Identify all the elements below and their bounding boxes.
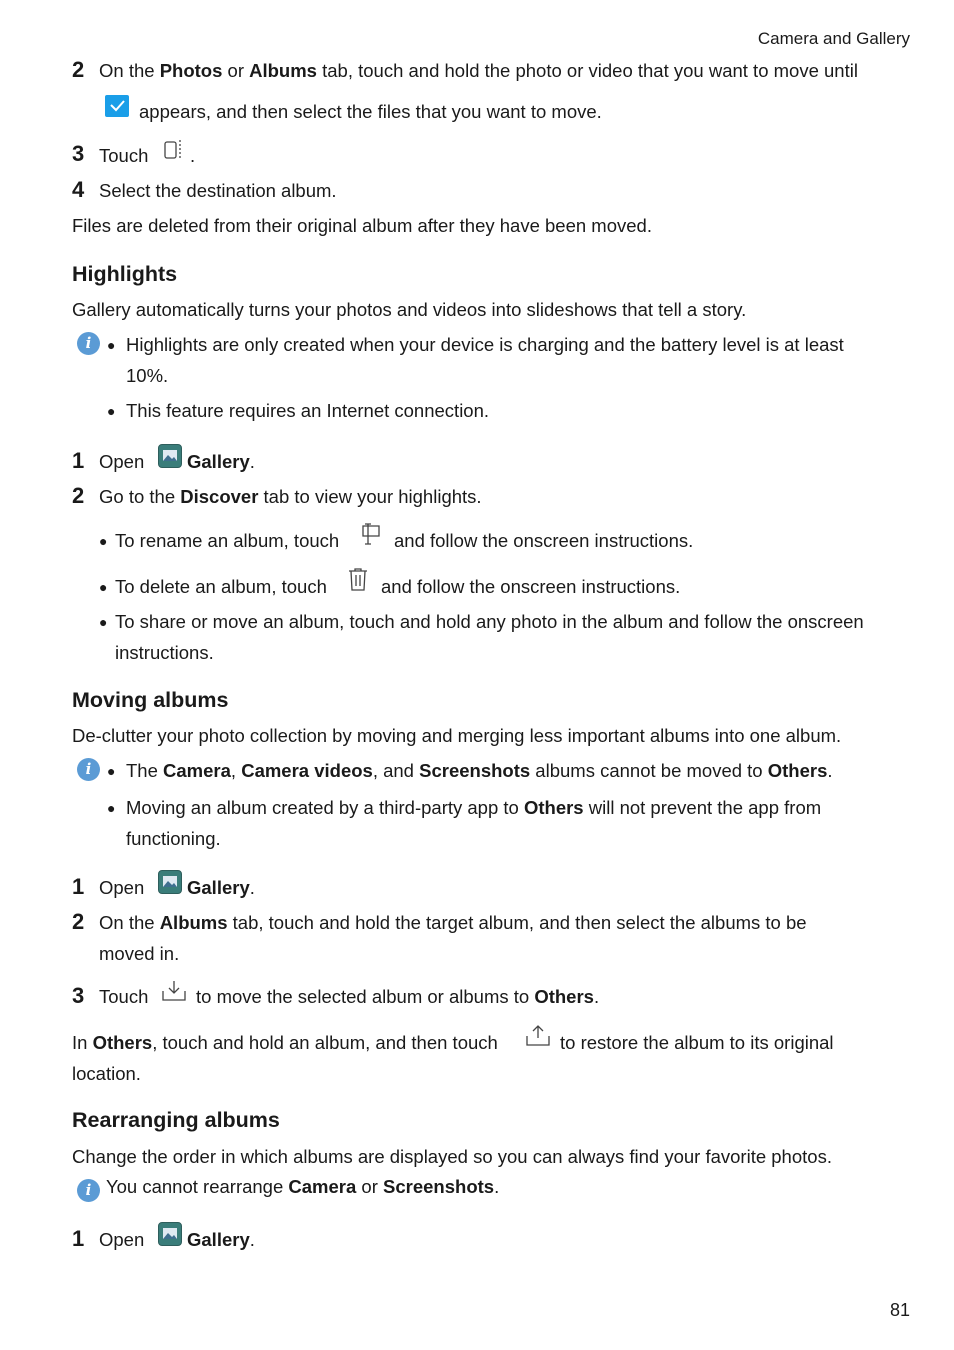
- step-text: Go to the Discover tab to view your highlights.: [99, 486, 482, 507]
- step-text: Select the destination album.: [99, 180, 337, 201]
- step-text-bold: Gallery.: [187, 451, 255, 472]
- note-text: The Camera, Camera videos, and Screenshots albums cannot be moved to Others.: [126, 760, 833, 781]
- gallery-app-icon: [158, 444, 182, 468]
- step-text-bold: Gallery.: [187, 877, 255, 898]
- note-text-continued: 10%.: [126, 365, 169, 386]
- step-text: Open: [99, 451, 145, 472]
- paragraph-text: to restore the album to its original: [560, 1032, 834, 1053]
- bullet: ●: [107, 337, 116, 353]
- step-text: Open: [99, 1229, 145, 1250]
- paragraph: In Others, touch and hold an album, and then touch: [72, 1032, 498, 1053]
- checkbox-icon: [105, 95, 129, 117]
- step-number: 1: [72, 1226, 85, 1251]
- period: .: [190, 145, 196, 166]
- sub-bullet-text: To rename an album, touch: [115, 530, 340, 551]
- step-number: 2: [72, 483, 85, 508]
- gallery-app-icon: [158, 1222, 182, 1246]
- rename-icon: [360, 522, 382, 551]
- step-text: Open: [99, 877, 145, 898]
- bullet: ●: [99, 614, 108, 630]
- running-header: Camera and Gallery: [757, 29, 910, 48]
- step-number: 3: [72, 983, 85, 1008]
- section-title: Moving albums: [72, 688, 229, 712]
- gallery-app-icon: [158, 870, 182, 894]
- step-text: to move the selected album or albums to Others.: [196, 986, 600, 1007]
- paragraph: Change the order in which albums are displayed so you can always find your favorite photos.: [72, 1146, 832, 1167]
- paragraph: De-clutter your photo collection by moving and merging less important albums into one album.: [72, 725, 842, 746]
- bullet: ●: [107, 800, 116, 816]
- step-number: 4: [72, 177, 85, 202]
- bullet: ●: [107, 763, 116, 779]
- section-title: Highlights: [72, 262, 178, 286]
- step-text: On the Photos or Albums tab, touch and hold the photo or video that you want to move until: [99, 60, 858, 81]
- move-to-others-icon: [161, 979, 187, 1008]
- note-text: This feature requires an Internet connection.: [126, 400, 490, 421]
- note-text: Highlights are only created when your device is charging and the battery level is at least: [126, 334, 844, 355]
- paragraph: Files are deleted from their original album after they have been moved.: [72, 215, 652, 236]
- sub-bullet-text: and follow the onscreen instructions.: [394, 530, 694, 551]
- step-text-continued: appears, and then select the files that you want to move.: [139, 101, 602, 122]
- sub-bullet-text: To share or move an album, touch and hold any photo in the album and follow the onscreen: [115, 611, 864, 632]
- step-number: 1: [72, 874, 85, 899]
- bullet: ●: [99, 533, 108, 549]
- sub-bullet-text: and follow the onscreen instructions.: [381, 576, 681, 597]
- step-text: Touch: [99, 145, 149, 166]
- paragraph-continued: location.: [72, 1063, 141, 1084]
- step-text-bold: Gallery.: [187, 1229, 255, 1250]
- bullet: ●: [99, 579, 108, 595]
- step-text: On the Albums tab, touch and hold the target album, and then select the albums to be: [99, 912, 807, 933]
- step-number: 2: [72, 909, 85, 934]
- bullet: ●: [107, 403, 116, 419]
- note-text: You cannot rearrange Camera or Screenshots.: [106, 1176, 500, 1197]
- move-icon: [163, 138, 185, 167]
- sub-bullet-text: To delete an album, touch: [115, 576, 327, 597]
- info-icon: i: [77, 332, 100, 355]
- section-title: Rearranging albums: [72, 1108, 280, 1132]
- restore-icon: [525, 1024, 551, 1053]
- info-icon: i: [77, 1179, 100, 1202]
- page-number: 81: [889, 1300, 910, 1320]
- step-text: Touch: [99, 986, 149, 1007]
- info-icon: i: [77, 758, 100, 781]
- note-text: Moving an album created by a third-party app to Others will not prevent the app from: [126, 797, 822, 818]
- delete-icon: [347, 567, 369, 598]
- step-number: 2: [72, 57, 85, 82]
- paragraph: Gallery automatically turns your photos and videos into slideshows that tell a story.: [72, 299, 747, 320]
- sub-bullet-text-continued: instructions.: [115, 642, 214, 663]
- note-text-continued: functioning.: [126, 828, 221, 849]
- step-number: 1: [72, 448, 85, 473]
- step-text-continued: moved in.: [99, 943, 180, 964]
- step-number: 3: [72, 141, 85, 166]
